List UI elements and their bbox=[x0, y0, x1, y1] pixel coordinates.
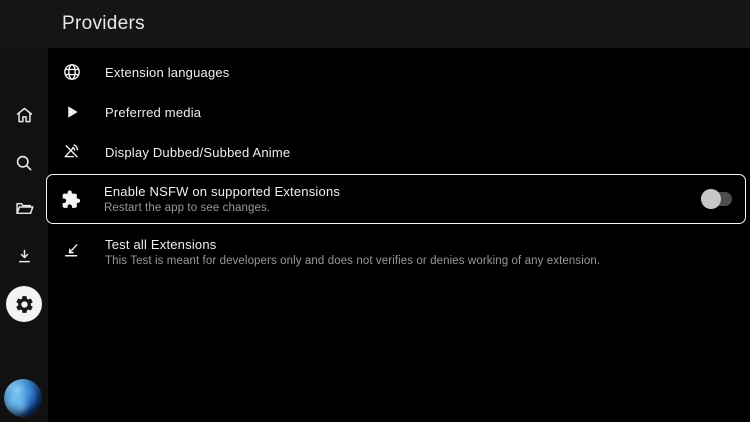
header bbox=[0, 0, 750, 48]
sidebar-item-settings[interactable] bbox=[0, 286, 48, 322]
gear-icon bbox=[14, 294, 35, 315]
row-text bbox=[104, 184, 340, 214]
row-label: Test all Extensions bbox=[105, 237, 217, 252]
voice-over-off-icon-svg bbox=[62, 142, 82, 162]
row-sublabel: This Test is meant for developers only and does not verifies or denies working of any extension. bbox=[105, 255, 601, 267]
play-icon bbox=[62, 102, 82, 122]
home-icon bbox=[14, 105, 35, 126]
folder-icon bbox=[14, 198, 35, 219]
sidebar-item-library[interactable] bbox=[0, 190, 48, 226]
row-test-all-extensions[interactable] bbox=[48, 230, 750, 274]
row-label: Enable NSFW on supported Extensions bbox=[104, 184, 341, 199]
row-label: Extension languages bbox=[105, 64, 230, 80]
play-icon-svg bbox=[63, 103, 81, 121]
puzzle-icon bbox=[61, 189, 81, 209]
settings-active-circle bbox=[6, 286, 42, 322]
row-preferred-media[interactable] bbox=[48, 92, 750, 132]
test-icon-svg bbox=[62, 242, 82, 262]
row-label: Display Dubbed/Subbed Anime bbox=[105, 144, 291, 160]
row-sublabel: Restart the app to see changes. bbox=[104, 202, 271, 214]
row-display-dubbed-subbed[interactable] bbox=[48, 132, 750, 172]
row-extension-languages[interactable] bbox=[48, 52, 750, 92]
sidebar-item-search[interactable] bbox=[0, 145, 48, 181]
page-title: Providers bbox=[62, 13, 145, 34]
sidebar bbox=[0, 48, 48, 422]
row-text bbox=[105, 237, 600, 267]
toggle-thumb bbox=[701, 189, 721, 209]
sidebar-item-home[interactable] bbox=[0, 97, 48, 133]
test-icon bbox=[62, 242, 82, 262]
nsfw-toggle[interactable] bbox=[701, 189, 732, 209]
puzzle-icon-svg bbox=[61, 189, 81, 210]
search-icon bbox=[14, 153, 34, 173]
row-label: Preferred media bbox=[105, 104, 202, 120]
sidebar-item-downloads[interactable] bbox=[0, 238, 48, 274]
download-icon bbox=[15, 247, 34, 266]
app-logo[interactable] bbox=[4, 379, 42, 417]
globe-icon-svg bbox=[62, 62, 82, 82]
globe-icon bbox=[62, 62, 82, 82]
voice-over-off-icon bbox=[62, 142, 82, 162]
row-enable-nsfw[interactable] bbox=[46, 174, 746, 224]
settings-list bbox=[48, 48, 750, 422]
